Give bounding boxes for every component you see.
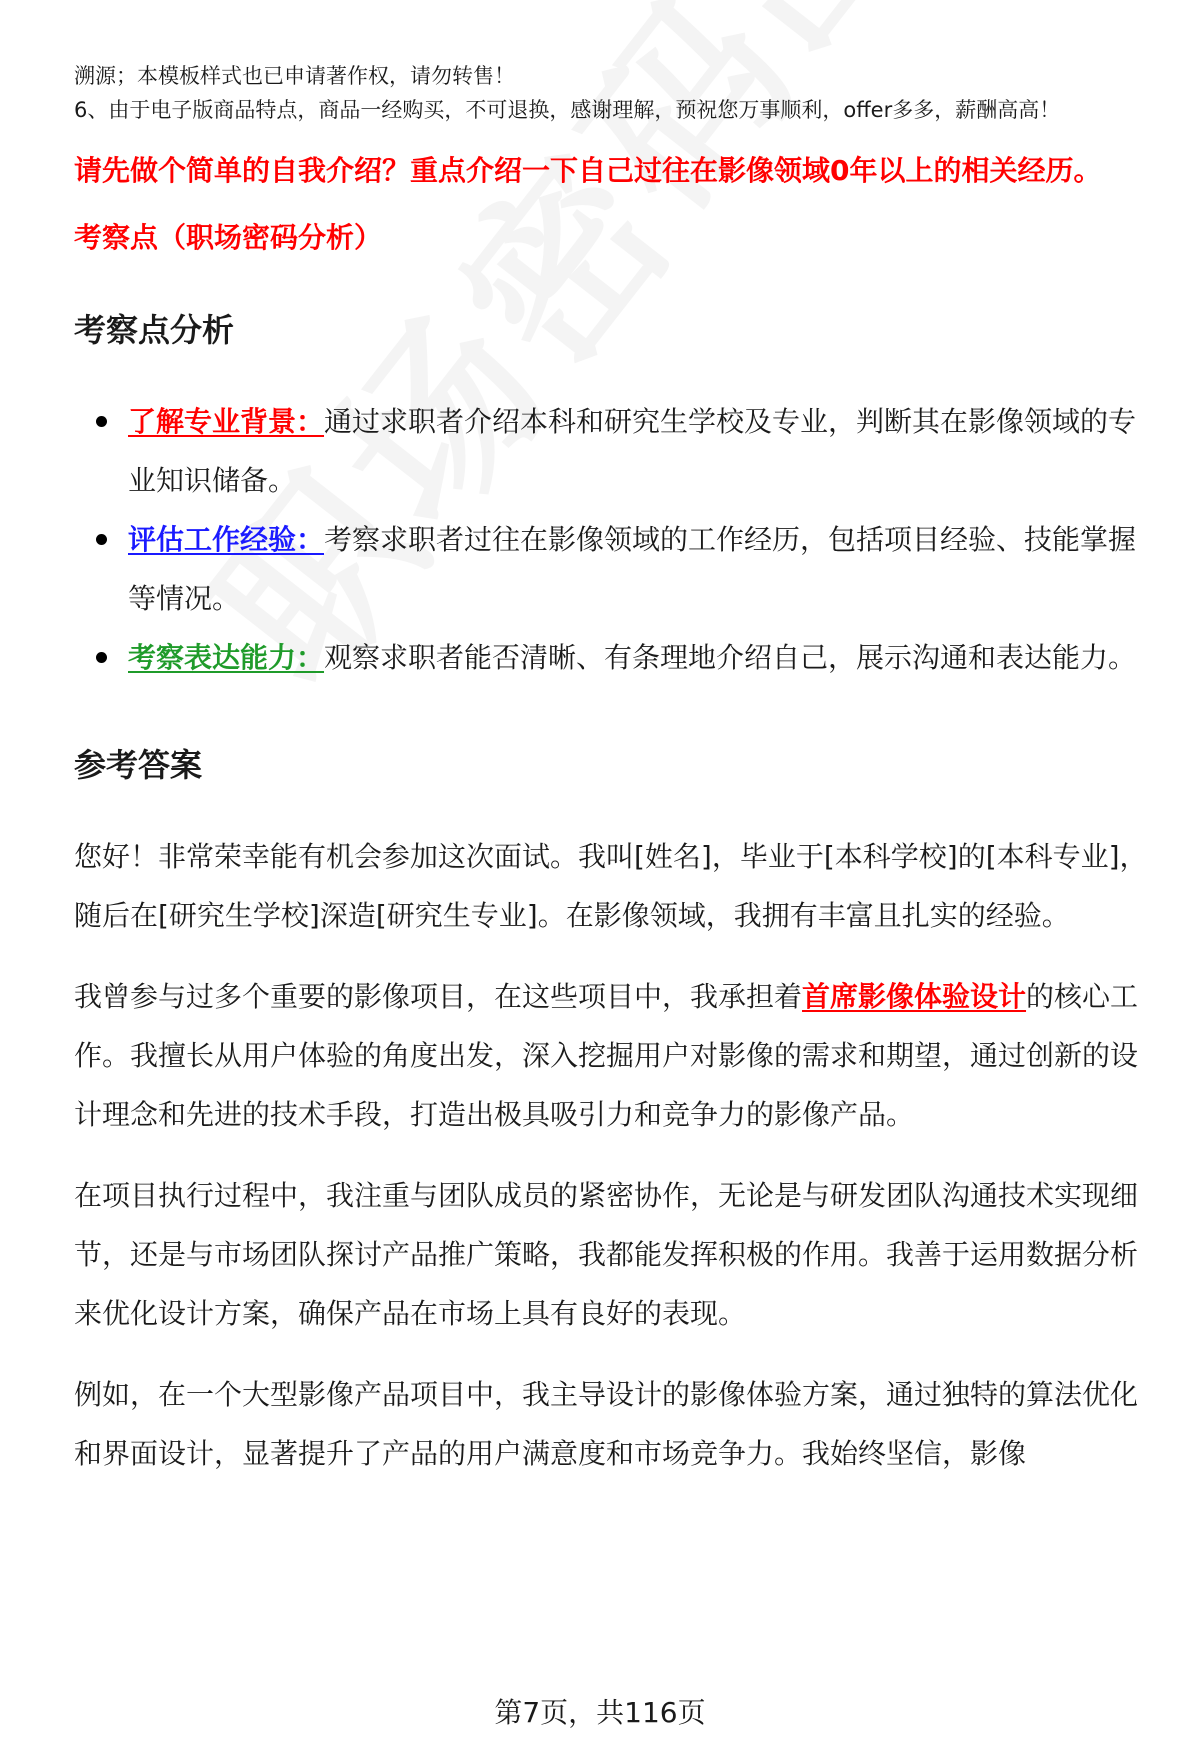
page-content: [74, 0, 1149, 1483]
highlight-role: 首席影像体验设计: [802, 980, 1027, 1013]
notice-line-2: 6、由于电子版商品特点，商品一经购买，不可退换，感谢理解，预祝您万事顺利，offer多多，薪酬高高！: [74, 98, 1061, 122]
analysis-points: [74, 392, 1149, 687]
answer-paragraph-1: 您好！非常荣幸能有机会参加这次面试。我叫[姓名]，毕业于[本科学校]的[本科专业]，随后在[研究生学校]深造[研究生专业]。在影像领域，我拥有丰富且扎实的经验。: [74, 840, 1148, 932]
analysis-point: [74, 392, 1149, 510]
point-text: 考察求职者过往在影像领域的工作经历，包括项目经验、技能掌握等情况。: [128, 523, 1137, 615]
point-keyword: 了解专业背景：: [128, 405, 325, 438]
examine-heading: 考察点（职场密码分析）: [74, 221, 383, 254]
point-text: 观察求职者能否清晰、有条理地介绍自己，展示沟通和表达能力。: [324, 641, 1137, 674]
interview-question: 请先做个简单的自我介绍？重点介绍一下自己过往在影像领域0年以上的相关经历。: [74, 154, 1102, 187]
analysis-title: 考察点分析: [74, 311, 235, 349]
bullet-icon: [96, 416, 107, 427]
page-footer: 第7页，共116页: [494, 1696, 706, 1729]
point-keyword: 评估工作经验：: [128, 523, 325, 556]
answer-paragraph-3: 在项目执行过程中，我注重与团队成员的紧密协作，无论是与研发团队沟通技术实现细节，还是与市场团队探讨产品推广策略，我都能发挥积极的作用。我善于运用数据分析来优化设计方案，确保产品在市场上具有良好的表现。: [74, 1179, 1139, 1330]
answer-title: 参考答案: [74, 746, 203, 784]
analysis-point: [74, 510, 1149, 628]
answer-paragraph-4: 例如，在一个大型影像产品项目中，我主导设计的影像体验方案，通过独特的算法优化和界面设计，显著提升了产品的用户满意度和市场竞争力。我始终坚信，影像: [74, 1378, 1139, 1470]
bullet-icon: [96, 534, 107, 545]
paragraph-text: 我曾参与过多个重要的影像项目，在这些项目中，我承担着: [74, 980, 803, 1013]
notice-line-1: 溯源；本模板样式也已申请著作权，请勿转售！: [74, 64, 515, 88]
answer-paragraph-2: [74, 967, 1149, 1144]
point-keyword: 考察表达能力：: [128, 641, 325, 674]
analysis-point: [74, 628, 1149, 687]
bullet-icon: [96, 652, 107, 663]
paragraph-text: 的核心工作。我擅长从用户体验的角度出发，深入挖掘用户对影像的需求和期望，通过创新的设计理念和先进的技术手段，打造出极具吸引力和竞争力的影像产品。: [74, 980, 1139, 1131]
point-text: 通过求职者介绍本科和研究生学校及专业，判断其在影像领域的专业知识储备。: [128, 405, 1137, 497]
